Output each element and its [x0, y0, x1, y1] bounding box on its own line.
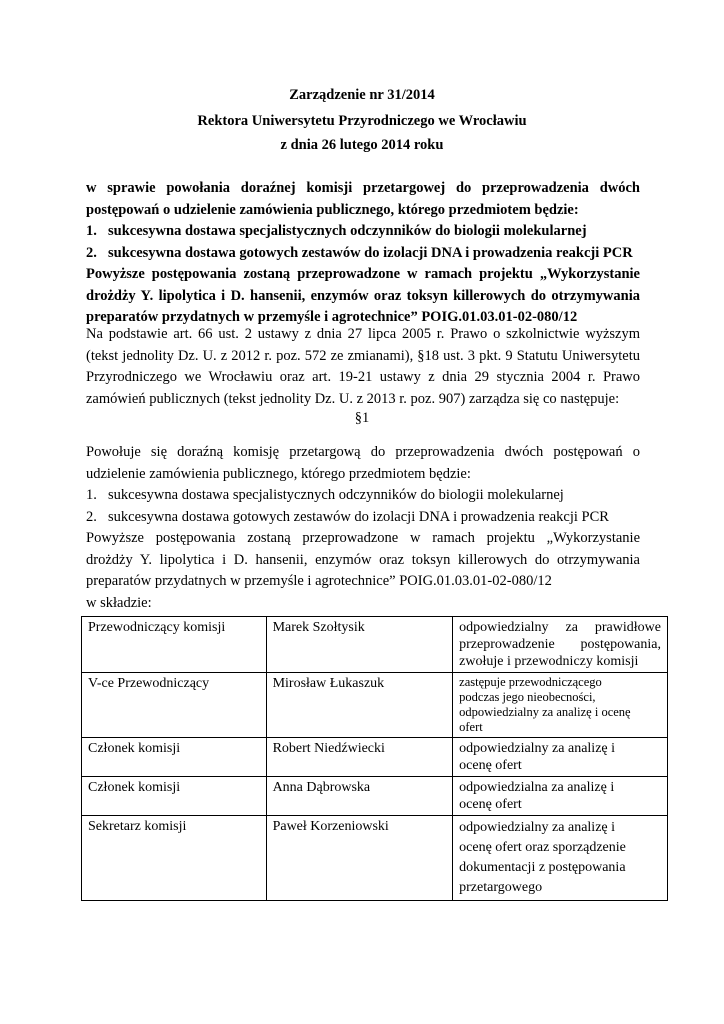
duty-line: zastępuje przewodniczącego: [459, 675, 602, 689]
document-date: z dnia 26 lutego 2014 roku: [280, 137, 444, 153]
section-project-line: drożdży Y. lipolytica i D. hansenii, enzymów oraz toksyn killerowych do otrzymywania: [86, 551, 640, 568]
subject-block: [86, 178, 640, 329]
section-1-body: [86, 442, 640, 614]
duty-line: odpowiedzialny za analizę i ocenę: [459, 705, 631, 719]
duty-line: dokumentacji z postępowania: [459, 860, 626, 875]
committee-table: [81, 616, 668, 901]
duty-line: przeprowadzenie postępowania,: [459, 637, 661, 652]
duty-cell: [453, 816, 668, 901]
section-line: Powołuje się doraźną komisję przetargową do przeprowadzenia dwóch postępowań o: [86, 444, 640, 460]
list-item-text: sukcesywna dostawa gotowych zestawów do izolacji DNA i prowadzenia reakcji PCR: [108, 244, 633, 261]
duty-line: odpowiedzialny za prawidłowe: [459, 620, 661, 635]
subject-project-line: preparatów przydatnych w przemyśle i agrotechnice” POIG.01.03.01-02-080/12: [86, 309, 578, 325]
table-row: [82, 777, 668, 816]
list-number: 2.: [86, 244, 97, 261]
subject-project-line: Powyższe postępowania zostaną przeprowadzone w ramach projektu „Wykorzystanie: [86, 266, 640, 282]
duty-line: zwołuje i przewodniczy komisji: [459, 654, 639, 669]
role-cell: Członek komisji: [82, 777, 267, 816]
list-item-text: sukcesywna dostawa specjalistycznych odczynników do biologii molekularnej: [108, 487, 564, 503]
composition-label: w składzie:: [86, 594, 152, 611]
list-item-text: sukcesywna dostawa specjalistycznych odczynników do biologii molekularnej: [108, 223, 587, 239]
role-cell: V-ce Przewodniczący: [82, 673, 267, 738]
section-project-line: Powyższe postępowania zostaną przeprowadzone w ramach projektu „Wykorzystanie: [86, 530, 640, 546]
name-cell: Marek Szołtysik: [266, 617, 453, 673]
table-row: [82, 617, 668, 673]
duty-line: ofert: [459, 720, 483, 734]
duty-line: przetargowego: [459, 880, 543, 895]
list-number: 1.: [86, 487, 97, 503]
duty-cell: [453, 738, 668, 777]
duty-line: ocenę ofert: [459, 758, 522, 773]
section-mark: §1: [354, 410, 370, 426]
list-number: 1.: [86, 223, 97, 239]
section-list-item: [86, 485, 640, 507]
name-cell: Mirosław Łukaszuk: [266, 673, 453, 738]
table-row: [82, 673, 668, 738]
name-cell: Anna Dąbrowska: [266, 777, 453, 816]
section-line: udzielenie zamówienia publicznego, którego przedmiotem będzie:: [86, 465, 471, 482]
legal-basis-line: zamówień publicznych (tekst jednolity Dz. U. z 2013 r. poz. 907) zarządza się co następuje:: [86, 390, 620, 407]
duty-cell: [453, 617, 668, 673]
role-cell: Przewodniczący komisji: [82, 617, 267, 673]
subject-line: w sprawie powołania doraźnej komisji przetargowej do przeprowadzenia dwóch: [86, 180, 640, 196]
duty-line: odpowiedzialny za analizę i: [459, 820, 616, 835]
name-cell: Robert Niedźwiecki: [266, 738, 453, 777]
legal-basis-line: Na podstawie art. 66 ust. 2 ustawy z dnia 27 lipca 2005 r. Prawo o szkolnictwie wyższym: [86, 326, 640, 342]
subject-list-item: [86, 243, 640, 265]
legal-basis-line: Przyrodniczego we Wrocławiu oraz art. 19-21 ustawy z dnia 29 stycznia 2004 r. Prawo: [86, 369, 640, 385]
duty-line: odpowiedzialna za analizę i: [459, 780, 615, 795]
subject-project-line: drożdży Y. lipolytica i D. hansenii, enzymów oraz toksyn killerowych do otrzymywania: [86, 287, 640, 304]
duty-cell: [453, 777, 668, 816]
list-number: 2.: [86, 508, 97, 525]
table-row: [82, 816, 668, 901]
table-row: [82, 738, 668, 777]
subject-list-item: [86, 221, 640, 243]
role-cell: Członek komisji: [82, 738, 267, 777]
duty-cell: [453, 673, 668, 738]
duty-line: ocenę ofert: [459, 797, 522, 812]
subject-line: postępowań o udzielenie zamówienia publicznego, którego przedmiotem będzie:: [86, 201, 579, 218]
duty-line: podczas jego nieobecności,: [459, 690, 596, 704]
list-item-text: sukcesywna dostawa gotowych zestawów do izolacji DNA i prowadzenia reakcji PCR: [108, 508, 609, 525]
legal-basis-line: (tekst jednolity Dz. U. z 2012 r. poz. 572 ze zmianami), §18 ust. 3 pkt. 9 Statutu Uniwersytetu: [86, 347, 640, 364]
section-list-item: [86, 507, 640, 529]
section-project-line: preparatów przydatnych w przemyśle i agrotechnice” POIG.01.03.01-02-080/12: [86, 573, 552, 589]
legal-basis: [86, 324, 640, 410]
document-issuer: Rektora Uniwersytetu Przyrodniczego we Wrocławiu: [197, 113, 527, 129]
name-cell: Paweł Korzeniowski: [266, 816, 453, 901]
role-cell: Sekretarz komisji: [82, 816, 267, 901]
duty-line: ocenę ofert oraz sporządzenie: [459, 840, 626, 855]
duty-line: odpowiedzialny za analizę i: [459, 741, 616, 756]
document-title: Zarządzenie nr 31/2014: [289, 87, 435, 103]
